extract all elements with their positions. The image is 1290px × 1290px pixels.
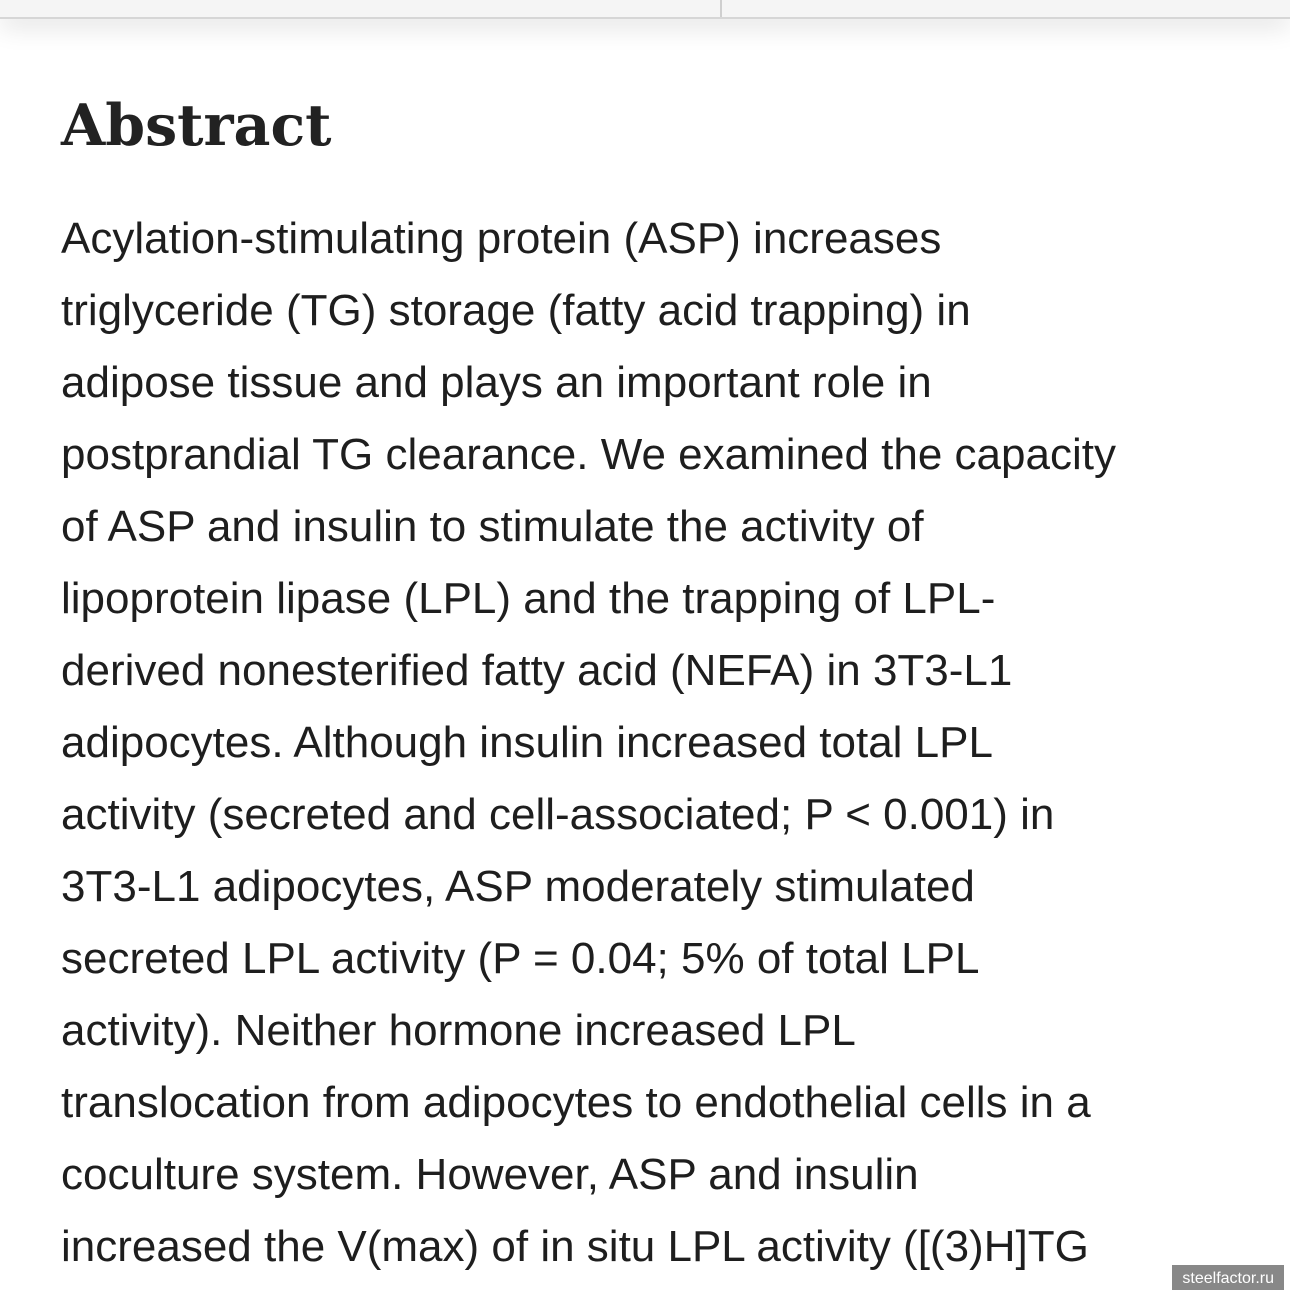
toolbar-divider: [720, 0, 722, 17]
abstract-line: triglyceride (TG) storage (fatty acid trapping) in: [61, 286, 971, 335]
top-toolbar: [0, 0, 1290, 19]
abstract-heading: Abstract: [61, 92, 332, 159]
abstract-line: postprandial TG clearance. We examined the capacity: [61, 430, 1116, 479]
abstract-line: adipocytes. Although insulin increased total LPL: [61, 718, 993, 767]
abstract-line: of ASP and insulin to stimulate the activity of: [61, 502, 924, 551]
abstract-body: [61, 203, 1116, 1283]
abstract-line: lipoprotein lipase (LPL) and the trapping of LPL-: [61, 574, 996, 623]
abstract-line: derived nonesterified fatty acid (NEFA) in 3T3-L1: [61, 646, 1013, 695]
abstract-line: activity (secreted and cell-associated; P < 0.001) in: [61, 790, 1055, 839]
abstract-line: translocation from adipocytes to endothelial cells in a: [61, 1078, 1091, 1127]
abstract-line: increased the V(max) of in situ LPL activity ([(3)H]TG: [61, 1222, 1089, 1271]
abstract-line: activity). Neither hormone increased LPL: [61, 1006, 856, 1055]
abstract-line: secreted LPL activity (P = 0.04; 5% of total LPL: [61, 934, 980, 983]
abstract-line: Acylation-stimulating protein (ASP) increases: [61, 214, 942, 263]
abstract-line: coculture system. However, ASP and insulin: [61, 1150, 919, 1199]
abstract-line: 3T3-L1 adipocytes, ASP moderately stimulated: [61, 862, 975, 911]
abstract-line: adipose tissue and plays an important role in: [61, 358, 932, 407]
watermark-badge: steelfactor.ru: [1172, 1265, 1284, 1290]
